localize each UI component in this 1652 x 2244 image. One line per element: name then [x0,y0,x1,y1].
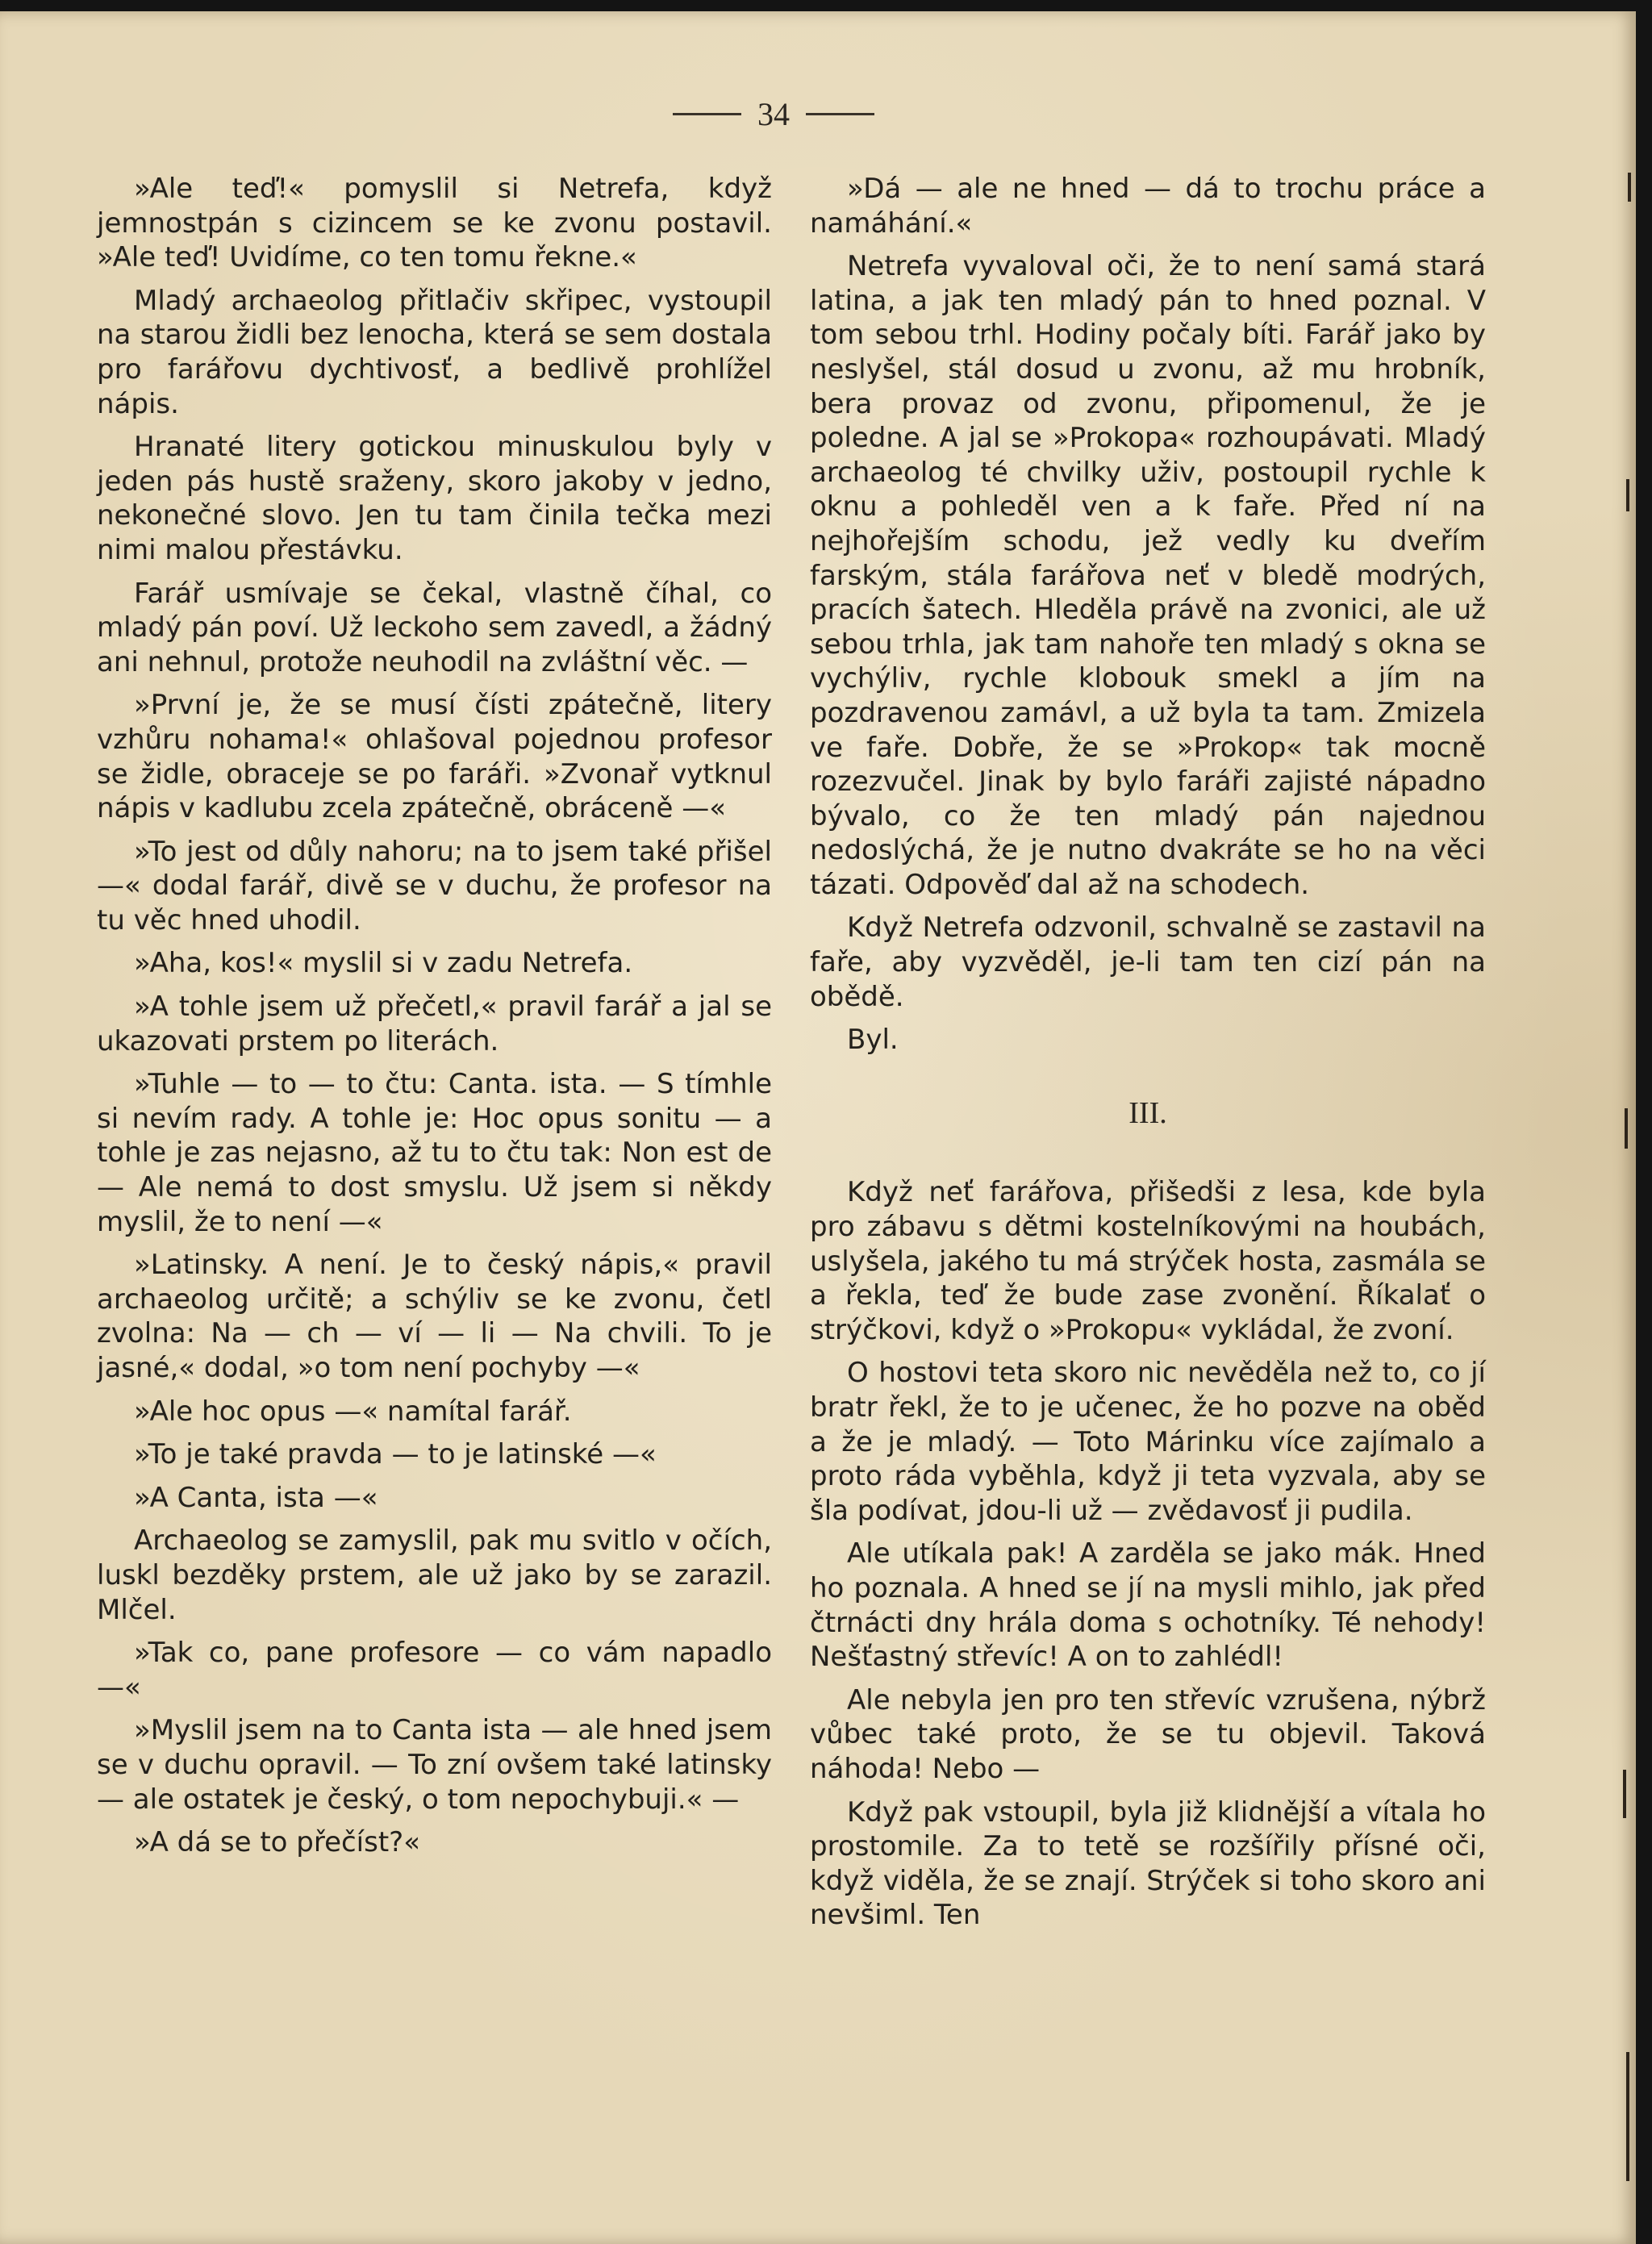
paragraph: Farář usmívaje se čekal, vlastně číhal, co mladý pán poví. Už leckoho sem zavedl, a žádný ani nehnul, protože neuhodil na zvláštní věc. — [97,577,772,678]
paragraph: Netrefa vyvaloval oči, že to není samá stará latina, a jak ten mladý pán to hned poznal. V tom sebou trhl. Hodiny počaly bíti. Farář jako by neslyšel, stál dosud u zvonu, až mu hrobník, bera provaz od zvonu, připomenul, že je poledne. A jal se »Prokopa« rozhoupávati. Mladý archaeolog té chvilky uživ, postoupil rychle k oknu a pohleděl ven a k faře. Před ní na nejhořejším schodu, jež vedly ku dveřím farským, stála farářova neť v bledě modrých, pracích šatech. Hleděla právě na zvonici, ale už sebou trhla, jak tam nahoře ten mladý s okna se vychýliv, rychle klobouk smekl a jím na pozdravenou zamávl, a už byla ta tam. Zmizela ve faře. Dobře, že se »Prokop« tak mocně rozezvučel. Jinak by bylo faráři zajisté nápadno bývalo, co že ten mladý pán najednou nedoslýchá, že je nutno dvakráte se ho na věci tázati. Odpověď dal až na schodech. [810,250,1486,901]
paragraph: »To je také pravda — to je latinské —« [134,1438,657,1471]
scan-border [1636,0,1652,2244]
paragraph: Ale utíkala pak! A zarděla se jako mák. Hned ho poznala. A hned se jí na mysli mihlo, jak před čtrnácti dny hrála doma s ochotníky. Té nehody! Nešťastný střevíc! A on to zahlédl! [810,1537,1486,1674]
paragraph: Hranaté litery gotickou minuskulou byly v jeden pás hustě sraženy, skoro jakoby v jedno, nekonečné slovo. Jen tu tam činila tečka mezi nimi malou přestávku. [97,431,772,566]
left-column [97,172,772,1869]
page-edge-mark [1625,1108,1628,1149]
paragraph: »Ale hoc opus —« namítal farář. [134,1395,572,1428]
paragraph: »A tohle jsem už přečetl,« pravil farář a jal se ukazovati prstem po literách. [97,991,772,1057]
paragraph: »A Canta, ista —« [134,1481,378,1514]
paragraph: Byl. [847,1024,899,1057]
paragraph: »Tuhle — to — to čtu: Canta. ista. — S tímhle si nevím rady. A tohle je: Hoc opus sonitu — a tohle je zas nejasno, až tu to čtu tak: Non est de — Ale nemá to dost smyslu. Už jsem si někdy myslil, že to není —« [97,1068,772,1238]
paragraph: »A dá se to přečíst?« [134,1826,421,1859]
paragraph: »Tak co, pane profesore — co vám napadlo —« [97,1637,772,1704]
paragraph: »To jest od důly nahoru; na to jsem také přišel —« dodal farář, divě se v duchu, že profesor na tu věc hned uhodil. [97,835,772,936]
right-column [810,172,1486,1942]
page-number-header [673,95,874,133]
paragraph: Když neť farářova, přišedši z lesa, kde byla pro zábavu s dětmi kostelníkovými na houbách, uslyšela, jakého tu má strýček hosta, zasmála se a řekla, teď že bude zase zvonění. Říkalať o strýčkovi, když o »Prokopu« vykládal, že zvoní. [810,1176,1486,1346]
paragraph: »Aha, kos!« myslil si v zadu Netrefa. [134,947,633,980]
paragraph: Archaeolog se zamyslil, pak mu svitlo v očích, luskl bezděky prstem, ale už jako by se zarazil. Mlčel. [97,1525,772,1626]
paragraph: Když Netrefa odzvonil, schvalně se zastavil na faře, aby vyzvěděl, je-li tam ten cizí pán na obědě. [810,911,1486,1013]
paragraph: Mladý archaeolog přitlačiv skřipec, vystoupil na starou židli bez lenocha, která se sem dostala pro farářovu dychtivosť, a bedlivě prohlížel nápis. [97,284,772,420]
chapter-heading: III. [1128,1095,1167,1130]
paragraph: »Ale teď!« pomyslil si Netrefa, když jemnostpán s cizincem se ke zvonu postavil. »Ale teď! Uvidíme, co ten tomu řekne.« [97,173,772,274]
page-number: 34 [757,96,790,132]
paragraph: »Dá — ale ne hned — dá to trochu práce a namáhání.« [810,173,1486,240]
paragraph: Když pak vstoupil, byla již klidnější a vítala ho prostomile. Za to tetě se rozšířily přísné oči, když viděla, že se znají. Strýček si toho skoro ani nevšiml. Ten [810,1796,1486,1932]
page-edge-mark [1628,173,1631,202]
header-rule-left [673,113,741,115]
paragraph: »Myslil jsem na to Canta ista — ale hned jsem se v duchu opravil. — To zní ovšem také latinsky — ale ostatek je český, o tom nepochybuji.« — [97,1714,772,1816]
paragraph: O hostovi teta skoro nic nevěděla než to, co jí bratr řekl, že to je učenec, že ho pozve na oběd a že je mladý. — Toto Márinku více zajímalo a proto ráda vyběhla, když ji teta vyzvala, aby se šla podívat, jdou-li už — zvědavosť ji pudila. [810,1357,1486,1527]
page-edge-mark [1626,2052,1629,2181]
paragraph: »První je, že se musí čísti zpátečně, litery vzhůru nohama!« ohlašoval pojednou profesor se židle, obraceje se po faráři. »Zvonař vytknul nápis v kadlubu zcela zpátečně, obráceně —« [97,689,772,825]
header-rule-right [806,113,874,115]
paragraph: Ale nebyla jen pro ten střevíc vzrušena, nýbrž vůbec také proto, že se tu objevil. Taková náhoda! Nebo — [810,1683,1486,1785]
page-edge-mark [1626,479,1629,511]
paragraph: »Latinsky. A není. Je to český nápis,« pravil archaeolog určitě; a schýliv se ke zvonu, četl zvolna: Na — ch — ví — li — Na chvili. To je jasné,« dodal, »o tom není pochyby —« [97,1249,772,1384]
book-page [0,11,1636,2244]
page-edge-mark [1623,1770,1626,1818]
